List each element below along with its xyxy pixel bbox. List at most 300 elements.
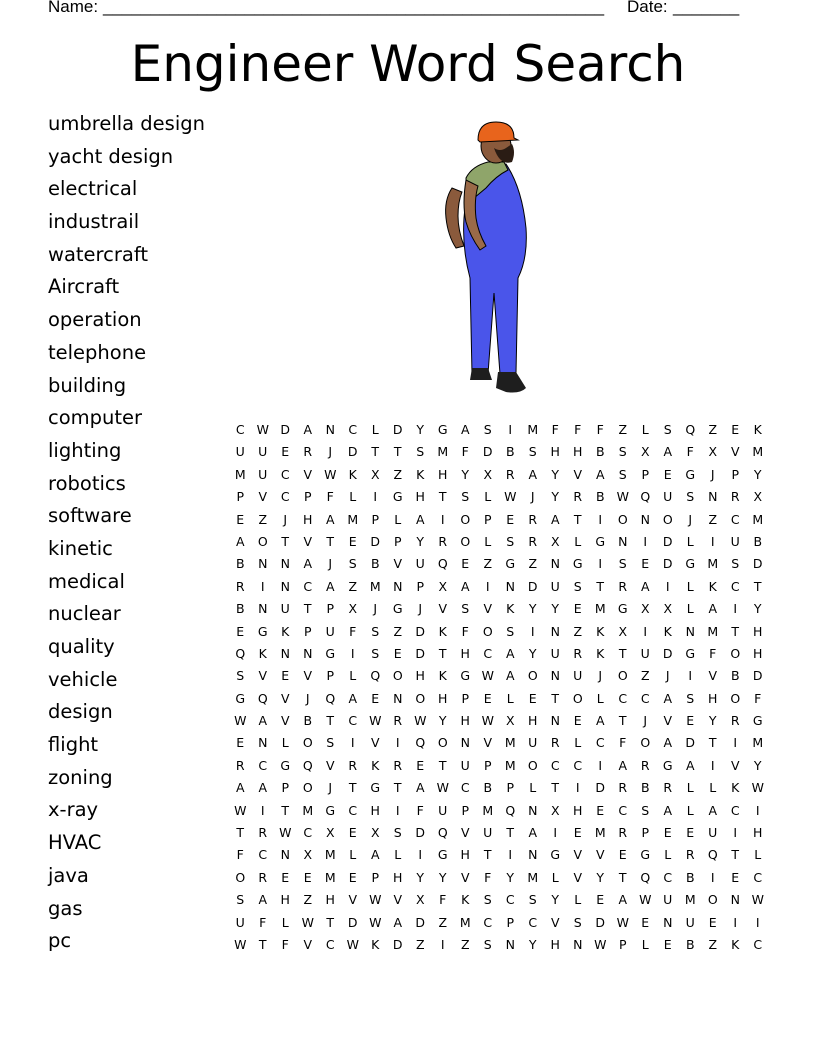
- grid-letter[interactable]: D: [370, 533, 381, 549]
- grid-letter[interactable]: P: [483, 511, 492, 527]
- grid-letter[interactable]: K: [596, 645, 605, 661]
- grid-letter[interactable]: A: [325, 511, 335, 527]
- grid-letter[interactable]: P: [641, 825, 650, 841]
- grid-letter[interactable]: S: [371, 623, 380, 639]
- grid-letter[interactable]: X: [753, 489, 763, 505]
- grid-letter[interactable]: X: [370, 466, 380, 482]
- grid-letter[interactable]: I: [643, 623, 648, 639]
- date-field[interactable]: _______: [673, 0, 740, 16]
- grid-letter[interactable]: G: [437, 847, 448, 863]
- grid-letter[interactable]: G: [325, 802, 336, 818]
- grid-letter[interactable]: T: [438, 645, 447, 661]
- grid-letter[interactable]: R: [348, 757, 358, 773]
- grid-letter[interactable]: L: [394, 847, 402, 863]
- grid-letter[interactable]: C: [348, 802, 358, 818]
- grid-letter[interactable]: V: [573, 847, 583, 863]
- grid-letter[interactable]: J: [373, 601, 378, 617]
- grid-letter[interactable]: I: [395, 735, 400, 751]
- grid-letter[interactable]: A: [595, 713, 605, 729]
- grid-letter[interactable]: W: [234, 713, 247, 729]
- grid-letter[interactable]: Y: [416, 533, 425, 549]
- grid-letter[interactable]: X: [303, 847, 313, 863]
- grid-letter[interactable]: N: [280, 578, 290, 594]
- grid-letter[interactable]: K: [258, 645, 267, 661]
- grid-letter[interactable]: I: [710, 869, 715, 885]
- grid-letter[interactable]: N: [640, 511, 650, 527]
- grid-letter[interactable]: X: [550, 533, 560, 549]
- grid-letter[interactable]: E: [596, 802, 605, 818]
- grid-letter[interactable]: W: [414, 713, 427, 729]
- grid-letter[interactable]: L: [574, 533, 582, 549]
- grid-letter[interactable]: T: [731, 623, 740, 639]
- grid-letter[interactable]: X: [550, 802, 560, 818]
- grid-letter[interactable]: C: [663, 869, 673, 885]
- grid-letter[interactable]: T: [326, 533, 335, 549]
- grid-letter[interactable]: N: [550, 668, 560, 684]
- grid-letter[interactable]: R: [235, 757, 245, 773]
- grid-letter[interactable]: T: [303, 601, 312, 617]
- grid-letter[interactable]: Q: [415, 735, 426, 751]
- grid-letter[interactable]: L: [349, 847, 357, 863]
- grid-letter[interactable]: V: [595, 847, 605, 863]
- grid-letter[interactable]: R: [393, 757, 403, 773]
- grid-letter[interactable]: C: [618, 802, 628, 818]
- grid-letter[interactable]: A: [303, 422, 313, 437]
- grid-letter[interactable]: A: [528, 825, 538, 841]
- grid-letter[interactable]: H: [438, 690, 448, 706]
- grid-letter[interactable]: P: [506, 914, 515, 930]
- grid-letter[interactable]: C: [303, 578, 313, 594]
- grid-letter[interactable]: I: [440, 936, 445, 952]
- grid-letter[interactable]: Z: [258, 511, 268, 527]
- grid-letter[interactable]: C: [730, 802, 740, 818]
- grid-letter[interactable]: V: [280, 690, 290, 706]
- grid-letter[interactable]: P: [303, 489, 312, 505]
- grid-letter[interactable]: W: [751, 892, 764, 908]
- grid-letter[interactable]: E: [416, 757, 425, 773]
- grid-letter[interactable]: X: [438, 578, 448, 594]
- grid-letter[interactable]: E: [281, 869, 290, 885]
- grid-letter[interactable]: R: [573, 645, 583, 661]
- grid-letter[interactable]: C: [348, 422, 358, 437]
- grid-letter[interactable]: O: [617, 511, 628, 527]
- grid-letter[interactable]: A: [505, 668, 515, 684]
- grid-letter[interactable]: G: [685, 466, 696, 482]
- grid-letter[interactable]: H: [708, 690, 718, 706]
- grid-letter[interactable]: W: [639, 892, 652, 908]
- grid-letter[interactable]: Q: [235, 645, 246, 661]
- grid-letter[interactable]: X: [483, 466, 493, 482]
- grid-letter[interactable]: N: [618, 533, 628, 549]
- grid-letter[interactable]: G: [752, 713, 763, 729]
- grid-letter[interactable]: L: [641, 936, 649, 952]
- grid-letter[interactable]: L: [574, 892, 582, 908]
- grid-letter[interactable]: S: [663, 422, 672, 437]
- grid-letter[interactable]: N: [258, 601, 268, 617]
- grid-letter[interactable]: E: [348, 869, 357, 885]
- grid-letter[interactable]: Y: [551, 601, 560, 617]
- grid-letter[interactable]: W: [301, 914, 314, 930]
- grid-letter[interactable]: W: [279, 825, 292, 841]
- grid-letter[interactable]: E: [506, 511, 515, 527]
- grid-letter[interactable]: M: [594, 601, 606, 617]
- grid-letter[interactable]: L: [484, 489, 492, 505]
- grid-letter[interactable]: Y: [753, 757, 762, 773]
- grid-letter[interactable]: S: [528, 892, 537, 908]
- grid-letter[interactable]: O: [572, 690, 583, 706]
- grid-letter[interactable]: Y: [461, 466, 470, 482]
- grid-letter[interactable]: L: [686, 601, 694, 617]
- grid-letter[interactable]: Y: [528, 645, 537, 661]
- grid-letter[interactable]: O: [617, 668, 628, 684]
- grid-letter[interactable]: W: [616, 914, 629, 930]
- grid-letter[interactable]: N: [505, 578, 515, 594]
- grid-letter[interactable]: S: [371, 645, 380, 661]
- grid-letter[interactable]: I: [485, 578, 490, 594]
- grid-letter[interactable]: N: [730, 892, 740, 908]
- grid-letter[interactable]: T: [506, 825, 515, 841]
- grid-letter[interactable]: R: [663, 780, 673, 796]
- grid-letter[interactable]: C: [640, 690, 650, 706]
- name-field[interactable]: _____________________________________________________: [103, 0, 605, 16]
- grid-letter[interactable]: V: [303, 936, 313, 952]
- grid-letter[interactable]: K: [731, 936, 740, 952]
- grid-letter[interactable]: A: [595, 466, 605, 482]
- grid-letter[interactable]: Q: [257, 690, 268, 706]
- grid-letter[interactable]: I: [350, 735, 355, 751]
- grid-letter[interactable]: Q: [437, 825, 448, 841]
- grid-letter[interactable]: Y: [528, 936, 537, 952]
- grid-letter[interactable]: V: [483, 735, 493, 751]
- grid-letter[interactable]: Z: [483, 556, 493, 572]
- grid-letter[interactable]: W: [751, 780, 764, 796]
- grid-letter[interactable]: D: [280, 422, 291, 437]
- grid-letter[interactable]: V: [573, 869, 583, 885]
- grid-letter[interactable]: R: [550, 735, 560, 751]
- grid-letter[interactable]: I: [440, 511, 445, 527]
- grid-letter[interactable]: W: [594, 936, 607, 952]
- grid-letter[interactable]: E: [573, 825, 582, 841]
- grid-letter[interactable]: Y: [416, 869, 425, 885]
- grid-letter[interactable]: R: [258, 825, 268, 841]
- grid-letter[interactable]: E: [348, 533, 357, 549]
- grid-letter[interactable]: W: [369, 713, 382, 729]
- grid-letter[interactable]: E: [573, 713, 582, 729]
- grid-letter[interactable]: P: [393, 533, 402, 549]
- grid-letter[interactable]: V: [303, 466, 313, 482]
- grid-letter[interactable]: V: [258, 668, 268, 684]
- grid-letter[interactable]: R: [618, 825, 628, 841]
- grid-letter[interactable]: T: [618, 713, 627, 729]
- grid-letter[interactable]: C: [303, 825, 313, 841]
- grid-letter[interactable]: L: [506, 690, 514, 706]
- grid-letter[interactable]: Y: [528, 601, 537, 617]
- grid-letter[interactable]: U: [235, 444, 245, 460]
- grid-letter[interactable]: S: [686, 489, 695, 505]
- grid-letter[interactable]: G: [640, 847, 651, 863]
- grid-letter[interactable]: E: [348, 825, 357, 841]
- grid-letter[interactable]: M: [527, 869, 539, 885]
- grid-letter[interactable]: E: [236, 623, 245, 639]
- grid-letter[interactable]: D: [752, 668, 763, 684]
- grid-letter[interactable]: D: [415, 825, 426, 841]
- grid-letter[interactable]: O: [730, 645, 741, 661]
- grid-letter[interactable]: A: [370, 847, 380, 863]
- grid-letter[interactable]: J: [665, 668, 670, 684]
- grid-letter[interactable]: E: [281, 668, 290, 684]
- grid-letter[interactable]: H: [280, 892, 290, 908]
- grid-letter[interactable]: V: [303, 533, 313, 549]
- grid-letter[interactable]: N: [708, 489, 718, 505]
- grid-letter[interactable]: H: [550, 444, 560, 460]
- grid-letter[interactable]: Q: [325, 690, 336, 706]
- grid-letter[interactable]: R: [573, 489, 583, 505]
- grid-letter[interactable]: U: [730, 533, 740, 549]
- grid-letter[interactable]: X: [640, 601, 650, 617]
- grid-letter[interactable]: J: [328, 780, 333, 796]
- grid-letter[interactable]: S: [348, 556, 357, 572]
- grid-letter[interactable]: D: [752, 556, 763, 572]
- grid-letter[interactable]: L: [641, 422, 649, 437]
- grid-letter[interactable]: D: [392, 422, 403, 437]
- grid-letter[interactable]: I: [508, 422, 513, 437]
- grid-letter[interactable]: C: [618, 690, 628, 706]
- grid-letter[interactable]: S: [236, 892, 245, 908]
- grid-letter[interactable]: A: [640, 578, 650, 594]
- grid-letter[interactable]: F: [619, 735, 627, 751]
- grid-letter[interactable]: P: [326, 668, 335, 684]
- grid-letter[interactable]: Y: [551, 489, 560, 505]
- grid-letter[interactable]: T: [326, 713, 335, 729]
- grid-letter[interactable]: I: [733, 601, 738, 617]
- grid-letter[interactable]: Q: [640, 489, 651, 505]
- grid-letter[interactable]: U: [415, 556, 425, 572]
- grid-letter[interactable]: X: [708, 444, 718, 460]
- grid-letter[interactable]: H: [753, 623, 763, 639]
- grid-letter[interactable]: U: [663, 892, 673, 908]
- grid-letter[interactable]: I: [508, 847, 513, 863]
- grid-letter[interactable]: U: [258, 466, 268, 482]
- grid-letter[interactable]: R: [505, 466, 515, 482]
- grid-letter[interactable]: N: [258, 735, 268, 751]
- grid-letter[interactable]: A: [258, 713, 268, 729]
- grid-letter[interactable]: P: [461, 802, 470, 818]
- grid-letter[interactable]: X: [415, 892, 425, 908]
- grid-letter[interactable]: F: [596, 422, 604, 437]
- grid-letter[interactable]: H: [393, 869, 403, 885]
- grid-letter[interactable]: E: [596, 892, 605, 908]
- grid-letter[interactable]: I: [643, 533, 648, 549]
- grid-letter[interactable]: T: [753, 578, 762, 594]
- grid-letter[interactable]: U: [280, 601, 290, 617]
- grid-letter[interactable]: T: [573, 511, 582, 527]
- grid-letter[interactable]: V: [325, 757, 335, 773]
- grid-letter[interactable]: R: [528, 511, 538, 527]
- grid-letter[interactable]: D: [415, 914, 426, 930]
- grid-letter[interactable]: Q: [685, 422, 696, 437]
- grid-letter[interactable]: T: [326, 914, 335, 930]
- grid-letter[interactable]: H: [325, 892, 335, 908]
- grid-letter[interactable]: S: [393, 825, 402, 841]
- grid-letter[interactable]: S: [483, 892, 492, 908]
- grid-letter[interactable]: R: [528, 533, 538, 549]
- grid-letter[interactable]: K: [438, 623, 447, 639]
- grid-letter[interactable]: Q: [640, 869, 651, 885]
- grid-letter[interactable]: Y: [596, 869, 605, 885]
- grid-letter[interactable]: S: [236, 668, 245, 684]
- grid-letter[interactable]: F: [754, 690, 762, 706]
- grid-letter[interactable]: C: [348, 713, 358, 729]
- grid-letter[interactable]: T: [483, 847, 492, 863]
- grid-letter[interactable]: C: [550, 757, 560, 773]
- grid-letter[interactable]: B: [730, 668, 740, 684]
- grid-letter[interactable]: I: [418, 847, 423, 863]
- grid-letter[interactable]: O: [302, 780, 313, 796]
- grid-letter[interactable]: M: [482, 802, 494, 818]
- grid-letter[interactable]: L: [709, 780, 717, 796]
- grid-letter[interactable]: M: [527, 422, 539, 437]
- grid-letter[interactable]: C: [280, 489, 290, 505]
- grid-letter[interactable]: H: [460, 713, 470, 729]
- grid-letter[interactable]: C: [730, 578, 740, 594]
- grid-letter[interactable]: K: [438, 668, 447, 684]
- grid-letter[interactable]: L: [754, 847, 762, 863]
- grid-letter[interactable]: J: [305, 690, 310, 706]
- grid-letter[interactable]: A: [663, 444, 673, 460]
- grid-letter[interactable]: J: [418, 601, 423, 617]
- grid-letter[interactable]: Z: [460, 936, 470, 952]
- grid-letter[interactable]: W: [616, 489, 629, 505]
- grid-letter[interactable]: C: [753, 936, 763, 952]
- grid-letter[interactable]: S: [573, 578, 582, 594]
- grid-letter[interactable]: X: [618, 623, 628, 639]
- grid-letter[interactable]: I: [530, 623, 535, 639]
- grid-letter[interactable]: N: [280, 556, 290, 572]
- grid-letter[interactable]: C: [483, 645, 493, 661]
- grid-letter[interactable]: O: [257, 533, 268, 549]
- grid-letter[interactable]: K: [663, 623, 672, 639]
- grid-letter[interactable]: O: [640, 735, 651, 751]
- grid-letter[interactable]: J: [688, 511, 693, 527]
- grid-letter[interactable]: L: [394, 511, 402, 527]
- grid-letter[interactable]: L: [371, 422, 379, 437]
- grid-letter[interactable]: N: [573, 936, 583, 952]
- grid-letter[interactable]: J: [328, 556, 333, 572]
- grid-letter[interactable]: M: [707, 556, 719, 572]
- grid-letter[interactable]: F: [484, 869, 492, 885]
- grid-letter[interactable]: C: [573, 757, 583, 773]
- grid-letter[interactable]: G: [280, 757, 291, 773]
- grid-letter[interactable]: L: [686, 578, 694, 594]
- grid-letter[interactable]: M: [324, 847, 336, 863]
- grid-letter[interactable]: G: [325, 645, 336, 661]
- grid-letter[interactable]: G: [437, 422, 448, 437]
- grid-letter[interactable]: Z: [708, 422, 718, 437]
- grid-letter[interactable]: L: [686, 802, 694, 818]
- grid-letter[interactable]: Q: [437, 556, 448, 572]
- grid-letter[interactable]: H: [415, 489, 425, 505]
- grid-letter[interactable]: I: [575, 780, 580, 796]
- grid-letter[interactable]: S: [416, 444, 425, 460]
- grid-letter[interactable]: R: [235, 578, 245, 594]
- grid-letter[interactable]: W: [234, 802, 247, 818]
- grid-letter[interactable]: C: [235, 422, 245, 437]
- grid-letter[interactable]: M: [707, 623, 719, 639]
- grid-letter[interactable]: S: [731, 556, 740, 572]
- grid-letter[interactable]: Z: [393, 623, 403, 639]
- grid-letter[interactable]: G: [460, 668, 471, 684]
- grid-letter[interactable]: U: [663, 489, 673, 505]
- grid-letter[interactable]: O: [437, 735, 448, 751]
- grid-letter[interactable]: F: [259, 914, 267, 930]
- grid-letter[interactable]: U: [708, 825, 718, 841]
- grid-letter[interactable]: M: [504, 735, 516, 751]
- grid-letter[interactable]: L: [281, 914, 289, 930]
- grid-letter[interactable]: R: [730, 489, 740, 505]
- grid-letter[interactable]: V: [393, 892, 403, 908]
- grid-letter[interactable]: P: [303, 623, 312, 639]
- grid-letter[interactable]: F: [236, 847, 244, 863]
- grid-letter[interactable]: Z: [573, 623, 583, 639]
- grid-letter[interactable]: A: [325, 578, 335, 594]
- grid-letter[interactable]: Y: [551, 466, 560, 482]
- grid-letter[interactable]: E: [528, 690, 537, 706]
- grid-letter[interactable]: T: [438, 489, 447, 505]
- grid-letter[interactable]: A: [708, 802, 718, 818]
- grid-letter[interactable]: P: [618, 936, 627, 952]
- grid-letter[interactable]: S: [326, 735, 335, 751]
- grid-letter[interactable]: Y: [506, 869, 515, 885]
- grid-letter[interactable]: N: [325, 422, 335, 437]
- grid-letter[interactable]: F: [349, 623, 357, 639]
- grid-letter[interactable]: E: [393, 645, 402, 661]
- grid-letter[interactable]: Y: [551, 892, 560, 908]
- grid-letter[interactable]: T: [281, 533, 290, 549]
- grid-letter[interactable]: D: [595, 780, 606, 796]
- grid-letter[interactable]: B: [685, 869, 695, 885]
- grid-letter[interactable]: I: [733, 735, 738, 751]
- grid-letter[interactable]: U: [460, 757, 470, 773]
- grid-letter[interactable]: T: [708, 735, 717, 751]
- grid-letter[interactable]: N: [303, 645, 313, 661]
- grid-letter[interactable]: Z: [393, 466, 403, 482]
- grid-letter[interactable]: H: [438, 466, 448, 482]
- grid-letter[interactable]: C: [483, 914, 493, 930]
- grid-letter[interactable]: U: [483, 825, 493, 841]
- grid-letter[interactable]: F: [281, 936, 289, 952]
- grid-letter[interactable]: Z: [708, 511, 718, 527]
- grid-letter[interactable]: H: [550, 936, 560, 952]
- grid-letter[interactable]: C: [730, 511, 740, 527]
- grid-letter[interactable]: L: [551, 869, 559, 885]
- grid-letter[interactable]: E: [663, 825, 672, 841]
- grid-letter[interactable]: E: [236, 511, 245, 527]
- grid-letter[interactable]: E: [641, 914, 650, 930]
- grid-letter[interactable]: M: [369, 578, 381, 594]
- grid-letter[interactable]: R: [685, 847, 695, 863]
- grid-letter[interactable]: L: [664, 847, 672, 863]
- grid-letter[interactable]: O: [460, 533, 471, 549]
- grid-letter[interactable]: R: [303, 444, 313, 460]
- grid-letter[interactable]: N: [258, 556, 268, 572]
- grid-letter[interactable]: A: [303, 556, 313, 572]
- grid-letter[interactable]: G: [235, 690, 246, 706]
- grid-letter[interactable]: S: [528, 444, 537, 460]
- grid-letter[interactable]: I: [598, 556, 603, 572]
- grid-letter[interactable]: Z: [348, 578, 358, 594]
- grid-letter[interactable]: E: [663, 466, 672, 482]
- grid-letter[interactable]: O: [235, 869, 246, 885]
